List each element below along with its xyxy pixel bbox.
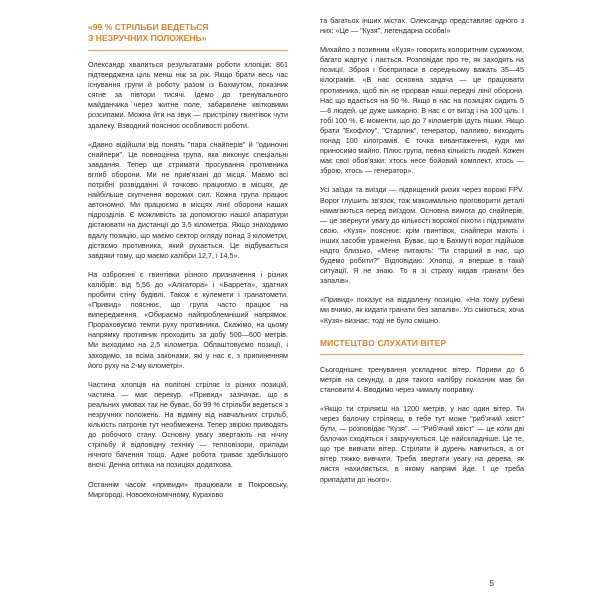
paragraph: «Давно відійшли від понять "пара снайперів" й "одиночні снайпери". Це повноцінна група, яка виконує спеціальні завдання. Тепер ще стримати просування противника вглиб оборони. Ми не прив'язані до місця. Маємо всі потрібні розвідданні й точково працюємо в місцях, де найбільше скупчення ворожих сил. Кожна група працює автономно. Ми працюємо в місцях лінії оборони наших підрозділів. Є можливість за допомогою нашої апаратури дістаювати на дистанції до 3,5 кілометра. Якщо знаходимо вдалу позицію, що маємо сектор огляду понад 3 кілометри, дістаємо противника, який рухається. Це відбувається завдяки тому, що маємо калібри 12,7, і 14,5». [88, 139, 288, 260]
paragraph: Частина хлопців на полігоні стріляє із різних позицій, частина — має перекур. «Привид» зазначає, що в реальних умовах так не буває, бо 99 % стрільби ведеться з незручних положень. На відміну від навчальних стрільб, кількість патронів тут необмежена. Тепер звірою приводять до робочого стану. Основну увагу звертають на нічну стрільбу й відповідну техніку — тепловізори, прилади нічного бачення тощо. Адже робота триває здебільшого вночі. Денна оптика на позиціях додаткова. [88, 379, 288, 470]
paragraph: Сьогоднішнє тренування ускладнює вітер. Пориви до 6 метрів на секунду, а для такого калібру показник мав би становити 4. Вводимо через чималу поправку. [320, 364, 524, 394]
paragraph: Олександр хвалиться результатами роботи хлопців: 861 підтверджена ціль менш ніж за рік. Якщо брати весь час існування групи й роботу разом із Бахмутом, показник сягне за півтори тисячі. Ідемо до тренувального майданчика через житне поле, забарвлене квітковими розсипами. Можна йти на звук — пристрілку гвинтівок чути здалеку. Взводний пояснює особливості роботи. [88, 60, 288, 130]
pull-quote-line-1: «99 % СТРІЛЬБИ ВЕДЕТЬСЯ [88, 22, 209, 32]
page-number: 5 [489, 579, 494, 588]
paragraph: «Привид» показує на віддалену позицію. «На тому рубежі ми вчимо, як кидати гранати без запалів». Усі сміються, хоча «Кузя» визнає: тоді не було смішно. [320, 295, 524, 325]
paragraph: «Якщо ти стріляєш на 1200 метрів, у нас один вітер. Ти через балочку стріляєш, в тебе тут може "риб'ячий хвіст" бути, — розповідає "Кузя". — "Риб'ячий хвіст" — це коли дві балочки сходяться і закручуються. Це найскладніше. Це те, що тре вивчати вітер. Стріляти й дурень навчиться, а от вітер тяжко вивчити. Треба звертати увагу на дерева, як листя нахиляється, в якому напрямі йде. І це треба припадати до нього». [320, 403, 524, 484]
right-column [320, 16, 524, 494]
pull-quote-line-2: З НЕЗРУЧНИХ ПОЛОЖЕНЬ» [88, 33, 207, 43]
paragraph: Михайло з позивним «Кузя» говорить колоритним суржиком, багато жартує і лається. Розповідає про те, як заходять на позиції. Зброя і боєприпаси в середньому важать 35—45 кілограмів. «В нас основна задача — це працювати противника, щоб він не прорвав наші передні лінії оборони. Нас що вдається на 90 %. Якщо в нас на позиціях сидить 5—6 людей, це дуже шикарно. В нас є от виїзд і на 100 ціль. І тобі 100 %. Є моменти, що до 7 кілометрів ідуть пішки. Якщо брати "Екофлоу", "Старлінк", генератор, палливо, виходить понад 100 кілограмів. Є точка вивантаження, куди ми приносимо майно. Плюс група, певна кількість людей. Кожен має свої обов'язки: хтось несе бойовий комплект, хтось — зброю, хтось — генератор». [320, 45, 524, 176]
paragraph: Усі заїзди та виїзди — підвищений ризик через ворожі FPV. Ворог глушить зв'язок, тож максимально проговорити деталі намагаються перед виїздом. Основна вимога до снайперів, — це звернути увагу до кількості ворожої піхоти і підтримати свою. «Кузя» пояснює: крім гвинтівок, снайпери мають і інших засобів ураження. Буває, що в Бахмуті ворог підійшов надто близько. «Мене питають: "Ти старший в нас, що будемо робити?" Відповідаю: Хлопці, я вперше в такій ситуації. Я не знаю. То я зі страху кидав гранати без запалів». [320, 185, 524, 286]
left-column [88, 16, 288, 509]
paragraph: та багатьох інших містах. Олександр представляє одного з них: «Це — "Кузя", легендарна особа!» [320, 16, 524, 36]
section-heading: МИСТЕЦТВО СЛУХАТИ ВІТЕР [320, 338, 524, 355]
pull-quote [88, 22, 288, 51]
paragraph: Останнім часом «привиди» працювали в Покровську, Миргороді, Новоекономічному, Курахово [88, 479, 288, 499]
paragraph: На озброєнні є гвинтівки різного призначення і різних калібрів: від 5,56 до «Алігатора» і «Баррета», здатних пробити стіну будівлі. Також є кулемети і гранатомети. «Привид» пояснює, що група часто працює на випередження. «Обираємо найпроблемніший напрямок. Прораховуємо темпи руху противника. Скажімо, на цьому напрямку противник проходить за добу 500—600 метрів. Ми виходимо на 2,5 кілометра. Облаштовуємо позиції, і заходимо, за всіма законами, які у нас є, з припиненням його руху на 2-му кілометрі». [88, 269, 288, 370]
